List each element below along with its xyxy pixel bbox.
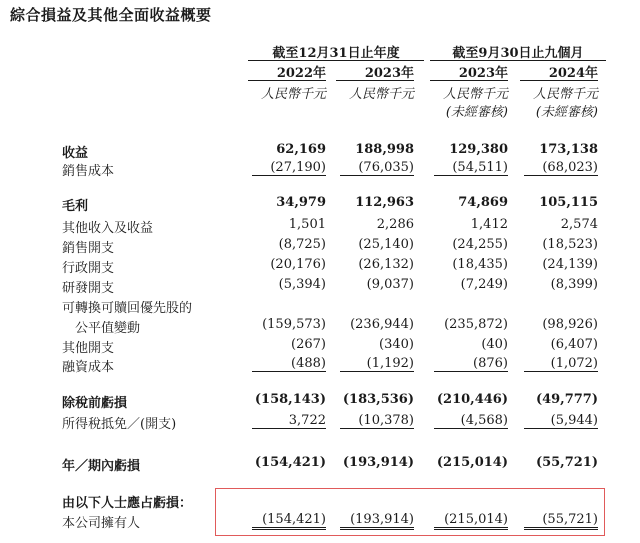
table-cell: (267)	[291, 337, 326, 352]
table-cell: (488)	[252, 356, 326, 372]
table-cell: (49,777)	[535, 392, 598, 407]
row-label-fair-value-change: 公平值變動	[75, 321, 141, 336]
table-cell: (27,190)	[252, 160, 326, 176]
table-cell: (236,944)	[350, 317, 414, 332]
table-cell: (159,573)	[262, 317, 326, 332]
unaudited-label: (未經審核)	[535, 105, 598, 120]
table-cell: (54,511)	[434, 160, 508, 176]
table-cell: (55,721)	[535, 455, 598, 470]
table-cell: 129,380	[449, 142, 508, 157]
row-label-income-tax: 所得稅抵免／(開支)	[62, 417, 177, 432]
table-cell: (40)	[481, 337, 508, 352]
table-cell: (8,399)	[550, 277, 598, 292]
table-cell: (154,421)	[252, 512, 326, 530]
table-cell: (4,568)	[434, 413, 508, 429]
table-cell: (18,523)	[542, 237, 598, 252]
table-cell: 3,722	[252, 413, 326, 429]
row-label-loss-for-period: 年／期內虧損	[62, 459, 141, 474]
year-header-2022: 2022年	[248, 62, 326, 81]
table-cell: (6,407)	[550, 337, 598, 352]
table-cell: (154,421)	[254, 455, 326, 470]
table-cell: (8,725)	[278, 237, 326, 252]
row-label-other-expenses: 其他開支	[62, 341, 115, 356]
table-cell: 34,979	[276, 195, 326, 210]
row-label-gross-profit: 毛利	[62, 199, 89, 214]
page-title: 綜合損益及其他全面收益概要	[10, 6, 212, 24]
row-label-cost-of-sales: 銷售成本	[62, 164, 115, 179]
row-label-other-income: 其他收入及收益	[62, 221, 154, 236]
table-cell: (10,378)	[340, 413, 414, 429]
table-cell: (5,944)	[524, 413, 598, 429]
row-label-loss-before-tax: 除稅前虧損	[62, 396, 128, 411]
unit-label: 人民幣千元	[260, 87, 326, 102]
table-cell: 1,501	[288, 217, 326, 232]
table-cell: (215,014)	[436, 455, 508, 470]
table-cell: (68,023)	[524, 160, 598, 176]
row-label-owners: 本公司擁有人	[62, 516, 141, 531]
table-cell: (7,249)	[460, 277, 508, 292]
row-label-preferred-shares: 可轉換可贖回優先股的	[62, 301, 193, 316]
unit-label: 人民幣千元	[532, 87, 598, 102]
highlight-box	[215, 488, 605, 536]
table-cell: 62,169	[276, 142, 326, 157]
table-cell: (98,926)	[542, 317, 598, 332]
table-cell: 188,998	[355, 142, 414, 157]
table-cell: (876)	[434, 356, 508, 372]
table-cell: 2,574	[560, 217, 598, 232]
period-annual-header: 截至12月31日止年度	[248, 42, 424, 61]
table-cell: (158,143)	[254, 392, 326, 407]
unit-label: 人民幣千元	[442, 87, 508, 102]
table-cell: (1,192)	[340, 356, 414, 372]
table-cell: 173,138	[539, 142, 598, 157]
row-label-rd-expenses: 研發開支	[62, 281, 115, 296]
table-cell: (1,072)	[524, 356, 598, 372]
unit-label: 人民幣千元	[348, 87, 414, 102]
row-label-admin-expenses: 行政開支	[62, 261, 115, 276]
table-cell: (26,132)	[358, 257, 414, 272]
table-cell: (193,914)	[340, 512, 414, 530]
table-cell: 105,115	[539, 195, 598, 210]
row-label-selling-expenses: 銷售開支	[62, 241, 115, 256]
table-cell: (5,394)	[278, 277, 326, 292]
row-label-finance-costs: 融資成本	[62, 360, 115, 375]
table-cell: (18,435)	[452, 257, 508, 272]
table-cell: 112,963	[355, 195, 414, 210]
table-cell: (235,872)	[444, 317, 508, 332]
table-cell: (183,536)	[342, 392, 414, 407]
table-cell: (76,035)	[340, 160, 414, 176]
table-cell: (24,139)	[542, 257, 598, 272]
table-cell: 2,286	[376, 217, 414, 232]
table-cell: (25,140)	[358, 237, 414, 252]
year-header-2023-interim: 2023年	[430, 62, 508, 81]
table-cell: (193,914)	[342, 455, 414, 470]
table-cell: (20,176)	[270, 257, 326, 272]
table-cell: 74,869	[458, 195, 508, 210]
year-header-2024: 2024年	[520, 62, 598, 81]
table-cell: (215,014)	[434, 512, 508, 530]
table-cell: 1,412	[470, 217, 508, 232]
row-label-attributable: 由以下人士應占虧損：	[62, 496, 193, 511]
period-interim-header: 截至9月30日止九個月	[430, 42, 606, 61]
unaudited-label: (未經審核)	[445, 105, 508, 120]
table-cell: (210,446)	[436, 392, 508, 407]
table-cell: (55,721)	[524, 512, 598, 530]
year-header-2023-annual: 2023年	[336, 62, 414, 81]
table-cell: (9,037)	[366, 277, 414, 292]
table-cell: (24,255)	[452, 237, 508, 252]
table-cell: (340)	[379, 337, 414, 352]
row-label-revenue: 收益	[62, 146, 89, 161]
